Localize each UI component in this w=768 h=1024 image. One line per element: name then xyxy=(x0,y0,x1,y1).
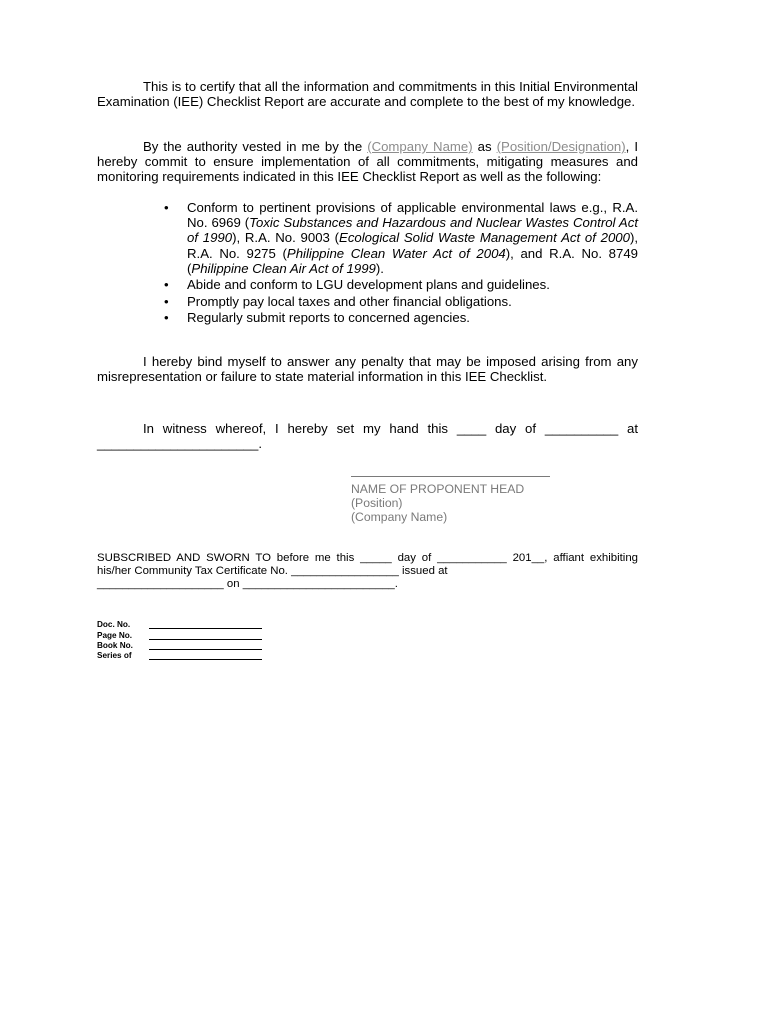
authority-lead-text: By the authority vested in me by the xyxy=(143,139,363,154)
page-no-line xyxy=(149,631,262,640)
laws-text-1: Conform to pertinent provisions of applicable environmental laws e.g., R.A. No. 6969 ( xyxy=(187,200,638,231)
authority-paragraph xyxy=(97,139,638,185)
bullet-icon: • xyxy=(164,277,169,293)
proponent-company: (Company Name) xyxy=(351,510,448,524)
certify-text: This is to certify that all the information and commitments in this Initial Environmental Examination (IEE) Checklist Report are accurate and complete to the best of my knowledge. xyxy=(97,79,638,110)
bullet-icon: • xyxy=(164,309,169,325)
commitment-item-laws xyxy=(164,200,639,276)
commitment-item-taxes xyxy=(164,293,638,309)
book-no-line xyxy=(149,641,262,650)
proponent-position: (Position) xyxy=(351,496,403,510)
doc-no-row xyxy=(97,619,262,629)
laws-text-4: ), and R.A. No. 8749 ( xyxy=(187,245,638,276)
proponent-head-name: NAME OF PROPONENT HEAD xyxy=(351,482,525,496)
authority-rest-text: , I hereby commit to ensure implementation of all commitments, mitigating measures and monitoring requirements indicated in this IEE Checklist Report as well as the following: xyxy=(97,139,638,185)
commitment-item-lgu xyxy=(164,277,638,293)
laws-text-2: ), R.A. No. 9003 ( xyxy=(232,230,340,246)
reports-text: Regularly submit reports to concerned agencies. xyxy=(187,309,470,325)
bind-paragraph xyxy=(97,354,638,384)
bullet-icon: • xyxy=(164,293,169,309)
signature-block xyxy=(351,476,550,524)
taxes-text: Promptly pay local taxes and other financial obligations. xyxy=(187,293,512,309)
doc-no-line xyxy=(149,620,262,629)
certify-paragraph xyxy=(97,79,638,109)
ra-8749-title: Philippine Clean Air Act of 1999 xyxy=(191,260,376,276)
ra-9275-title: Philippine Clean Water Act of 2004 xyxy=(286,245,506,261)
signature-line xyxy=(351,476,550,477)
page-no-label: Page No. xyxy=(97,630,133,640)
sworn-paragraph xyxy=(97,552,638,592)
position-designation-placeholder: (Position/Designation) xyxy=(496,139,626,154)
ra-6969-title: Toxic Substances and Hazardous and Nuclear Wastes Control Act of 1990 xyxy=(187,215,638,246)
witness-line-1: In witness whereof, I hereby set my hand this ____ day of __________ at xyxy=(143,421,638,436)
witness-paragraph xyxy=(97,421,638,451)
page-no-row xyxy=(97,629,262,639)
sworn-text: SUBSCRIBED AND SWORN TO before me this _____ day of ___________ 201__, affiant exhibiting his/her Community Tax Certificate No. _________________ issued at xyxy=(97,552,638,578)
book-no-row xyxy=(97,640,262,650)
lgu-text: Abide and conform to LGU development plans and guidelines. xyxy=(187,277,550,293)
laws-text-5: ). xyxy=(375,260,384,276)
bind-text: I hereby bind myself to answer any penalty that may be imposed arising from any misrepresentation or failure to state material information in this IEE Checklist. xyxy=(97,354,638,385)
commitments-list xyxy=(164,200,639,326)
book-no-label: Book No. xyxy=(97,640,133,650)
company-name-placeholder: (Company Name) xyxy=(367,139,473,154)
series-of-label: Series of xyxy=(97,651,132,661)
laws-text-3: ), R.A. No. 9275 ( xyxy=(187,230,639,261)
witness-line-2: ______________________. xyxy=(97,436,263,452)
commitment-item-reports xyxy=(164,309,638,325)
authority-as-text: as xyxy=(477,139,492,154)
bullet-icon: • xyxy=(164,200,169,215)
series-of-row xyxy=(97,650,262,660)
series-of-line xyxy=(149,651,262,660)
notarial-details xyxy=(97,619,262,660)
sworn-text-line-2: ____________________ on ________________________. xyxy=(97,578,398,591)
doc-no-label: Doc. No. xyxy=(97,620,131,630)
ra-9003-title: Ecological Solid Waste Management Act of 2000 xyxy=(339,230,630,246)
